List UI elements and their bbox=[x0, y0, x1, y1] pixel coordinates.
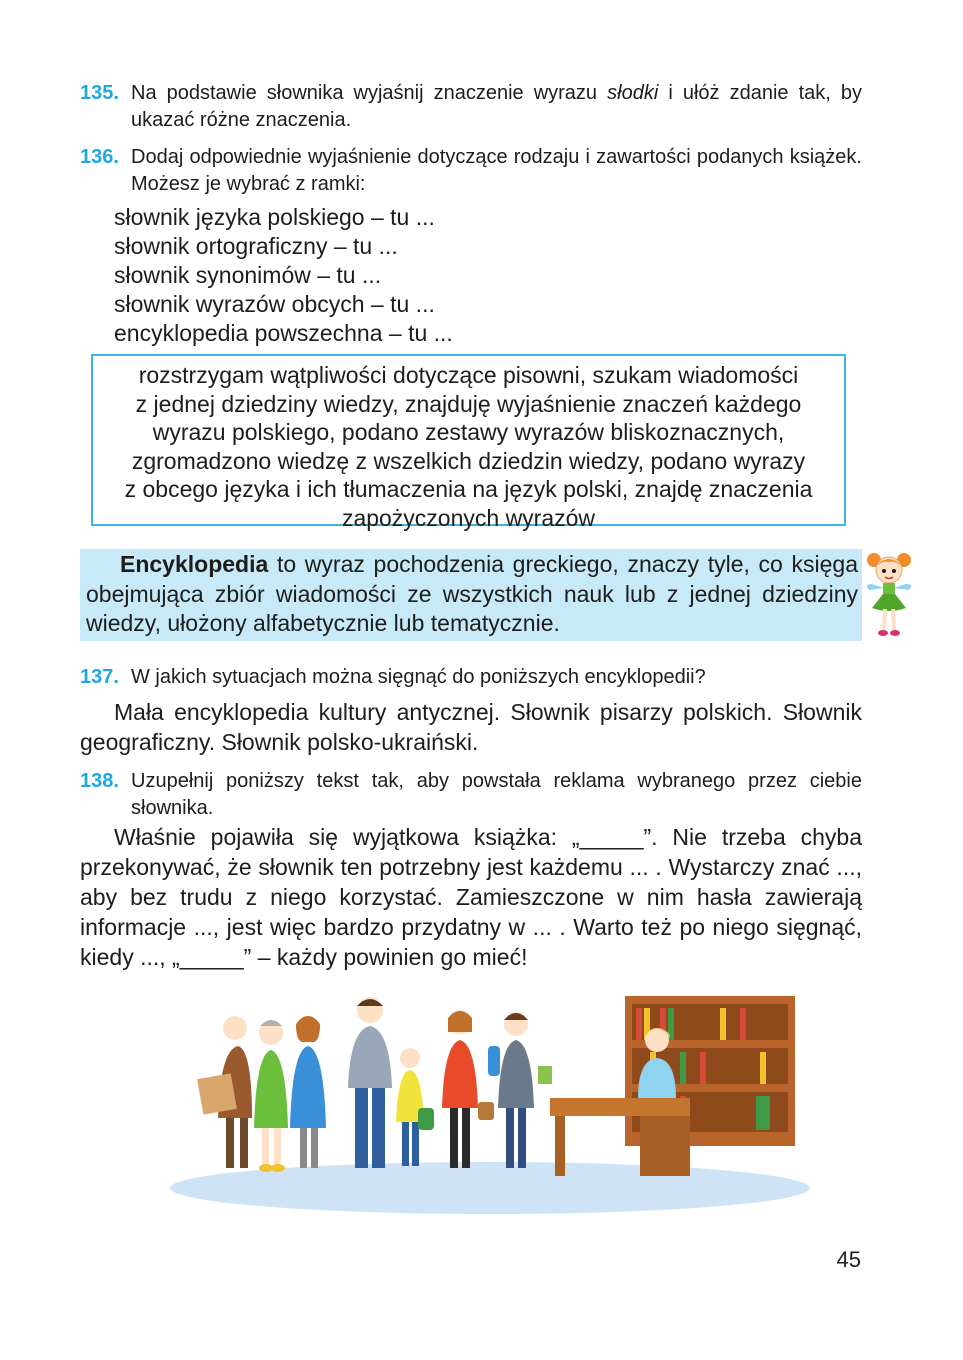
exercise-number: 138. bbox=[80, 770, 119, 792]
word-box bbox=[91, 354, 846, 531]
list-item: słownik języka polskiego – tu ... bbox=[114, 204, 435, 230]
italic-word: słodki bbox=[607, 82, 659, 104]
exercise-instruction: Uzupełnij poniższy tekst tak, aby powstała reklama wybranego przez ciebie słownika. bbox=[131, 770, 862, 819]
definition-text: to wyraz pochodzenia greckiego, znaczy tyle, co księga obejmująca zbiór wiadomości ze wszystkich nauk lub z jednej dziedziny wiedzy, ułożony alfabetycznie lub tematycznie. bbox=[86, 551, 858, 636]
box-line: z obcego języka i ich tłumaczenia na język polski, znajdę znaczenia bbox=[124, 476, 813, 502]
box-line: rozstrzygam wątpliwości dotyczące pisowni, szukam wiadomości bbox=[138, 362, 799, 388]
exercise-number: 136. bbox=[80, 146, 119, 168]
exercise-number: 135. bbox=[80, 82, 119, 104]
exercise-138-paragraph: Właśnie pojawiła się wyjątkowa książka: „_____”. Nie trzeba chyba przekonywać, że słownik ten potrzebny jest każdemu ... . Wystarczy znać ..., aby bez trudu z niego korzystać. Zamieszczone w nim hasła zawierają informacje ..., jest więc bardzo przydatny w ... . Warto też po niego sięgnąć, kiedy ..., „_____” – każdy powinien go mieć! bbox=[80, 824, 862, 970]
box-line: zgromadzono wiedzę z wszelkich dziedzin wiedzy, podano wyrazy bbox=[131, 447, 806, 474]
list-item: encyklopedia powszechna – tu ... bbox=[114, 320, 453, 346]
exercise-137 bbox=[80, 664, 862, 691]
exercise-instruction: W jakich sytuacjach można sięgnąć do poniższych encyklopedii? bbox=[131, 666, 706, 688]
list-item: słownik wyrazów obcych – tu ... bbox=[114, 291, 435, 317]
list-item: słownik synonimów – tu ... bbox=[114, 262, 382, 288]
exercise-number: 137. bbox=[80, 666, 119, 688]
exercise-136 bbox=[80, 144, 862, 198]
box-line: z jednej dziedziny wiedzy, znajduję wyjaśnienie znaczeń każdego bbox=[135, 390, 802, 417]
page-number: 45 bbox=[836, 1247, 861, 1272]
exercise-137-paragraph: Mała encyklopedia kultury antycznej. Słownik pisarzy polskich. Słownik geograficzny. Słownik polsko-ukraiński. bbox=[80, 699, 862, 755]
definition-box bbox=[80, 549, 862, 641]
exercise-138 bbox=[80, 768, 862, 822]
exercise-135 bbox=[80, 80, 862, 134]
library-illustration bbox=[160, 988, 820, 1220]
dictionary-list bbox=[114, 203, 453, 348]
definition-term: Encyklopedia bbox=[120, 551, 269, 577]
box-line: zapożyczonych wyrazów bbox=[341, 504, 596, 531]
fairy-illustration bbox=[864, 546, 914, 638]
box-line: wyrazu polskiego, podano zestawy wyrazów bliskoznacznych, bbox=[152, 419, 785, 445]
list-item: słownik ortograficzny – tu ... bbox=[114, 233, 398, 259]
exercise-instruction: Dodaj odpowiednie wyjaśnienie dotyczące rodzaju i zawartości podanych książek. Możesz je wybrać z ramki: bbox=[131, 146, 862, 195]
exercise-instruction: Na podstawie słownika wyjaśnij znaczenie wyrazu słodki i ułóż zdanie tak, by ukazać różne znaczenia. bbox=[131, 82, 862, 131]
